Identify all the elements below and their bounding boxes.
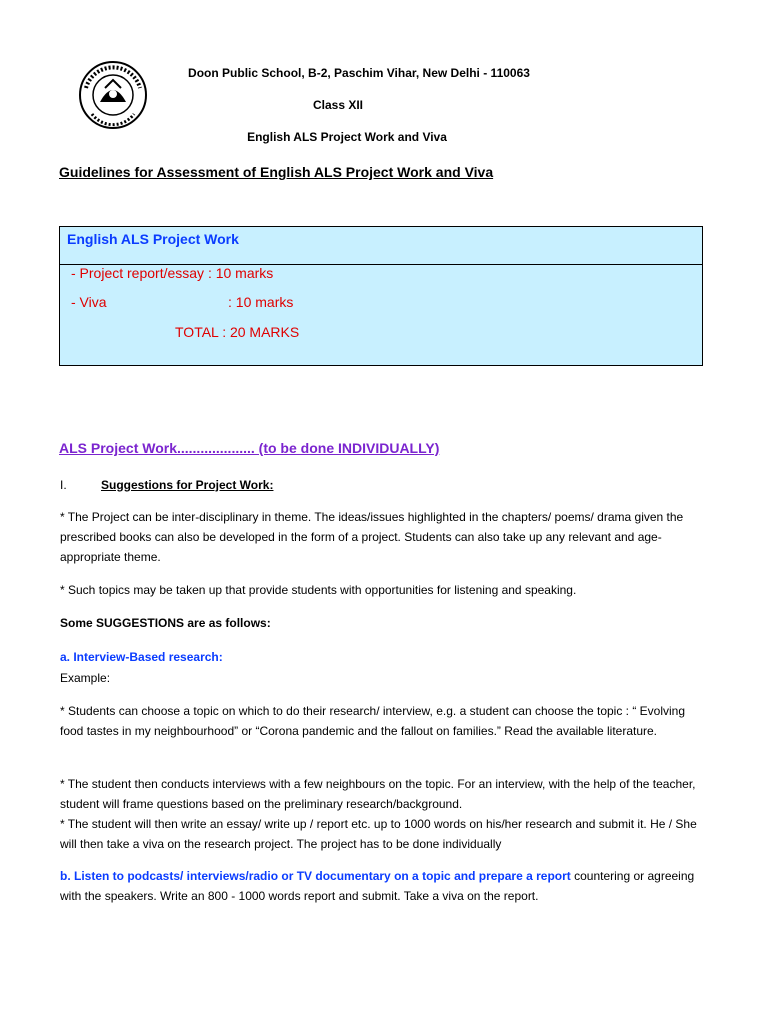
interview-research-heading: a. Interview-Based research:	[60, 650, 223, 664]
paragraph-4a: * The student then conducts interviews with a few neighbours on the topic. For an interview, with the help of the teacher, student will frame questions based on the preliminary research/background.	[60, 777, 696, 811]
viva-marks: : 10 marks	[228, 294, 294, 310]
section-title: Suggestions for Project Work:	[101, 478, 274, 492]
marks-box	[59, 226, 703, 366]
podcast-text: countering or agreeing with the speakers. Write an 800 - 1000 words report and submit. Take a viva on the report.	[60, 869, 695, 903]
school-logo	[78, 58, 148, 132]
example-label: Example:	[60, 671, 111, 685]
paragraph-3: * Students can choose a topic on which to do their research/ interview, e.g. a student can choose the topic : “ Evolving food tastes in my neighbourhood” or “Corona pandemic and the fallout on families.” Read the available literature.	[60, 704, 686, 738]
paragraph-2: * Such topics may be taken up that provide students with opportunities for listening and speaking.	[60, 583, 577, 597]
marks-box-title: English ALS Project Work	[67, 231, 239, 247]
podcast-heading: b. Listen to podcasts/ interviews/radio or TV documentary on a topic and prepare a report	[60, 869, 571, 883]
guidelines-title: Guidelines for Assessment of English ALS Project Work and Viva	[59, 164, 494, 180]
paragraph-4b: * The student will then write an essay/ write up / report etc. up to 1000 words on his/her research and submit it. He / She will then take a viva on the research project. The project has to be done individually	[60, 817, 697, 851]
marks-box-header	[60, 227, 702, 265]
project-report-marks: - Project report/essay : 10 marks	[71, 265, 274, 281]
paragraph-1: * The Project can be inter-disciplinary in theme. The ideas/issues highlighted in the chapters/ poems/ drama given the prescribed books can also be developed in the form of a project. Students can also take up any relevant and age-appropriate theme.	[60, 510, 684, 564]
section-number: I.	[60, 478, 67, 492]
school-address: Doon Public School, B-2, Paschim Vihar, New Delhi - 110063	[188, 66, 530, 80]
paragraph-b	[60, 866, 710, 906]
viva-label: - Viva	[71, 294, 107, 310]
suggestions-intro: Some SUGGESTIONS are as follows:	[60, 616, 271, 630]
total-marks: TOTAL : 20 MARKS	[175, 324, 300, 340]
subject-line: English ALS Project Work and Viva	[247, 130, 447, 144]
class-line: Class XII	[312, 98, 364, 112]
als-heading: ALS Project Work.................... (to be done INDIVIDUALLY)	[59, 440, 440, 456]
